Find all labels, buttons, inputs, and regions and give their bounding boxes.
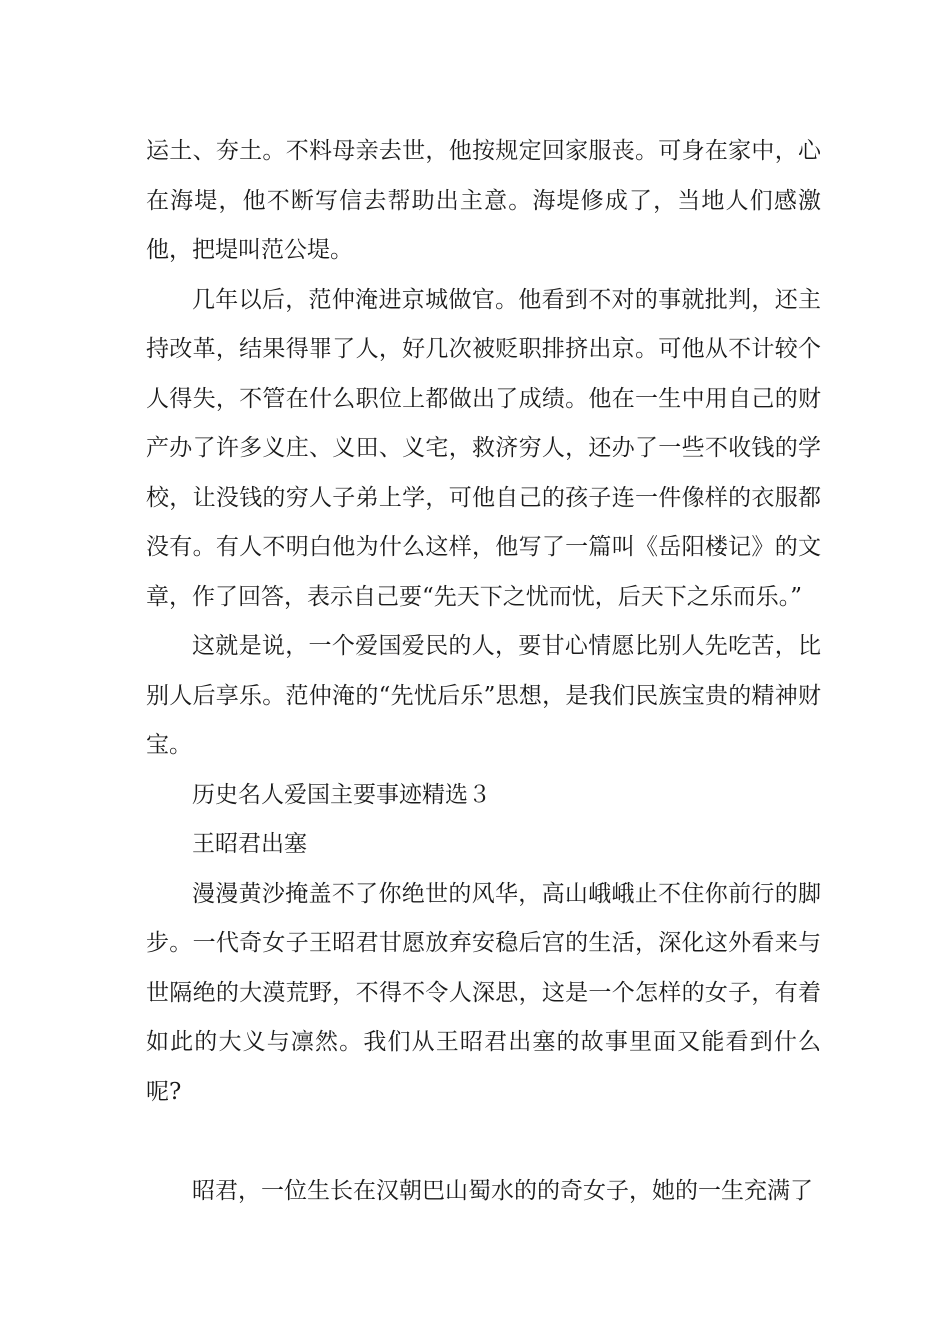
paragraph-fan-gong-dike: 运土、夯土。不料母亲去世，他按规定回家服丧。可身在家中，心在海堤，他不断写信去帮助出主意。海堤修成了，当地人们感激他，把堤叫范公堤。 — [146, 138, 821, 263]
paragraph-zhaojun-life: 昭君，一位生长在汉朝巴山蜀水的的奇女子，她的一生充满了 — [192, 1177, 813, 1204]
paragraph-zhaojun-intro: 漫漫黄沙掩盖不了你绝世的风华，高山峨峨止不住你前行的脚步。一代奇女子王昭君甘愿放弃安稳后宫的生活，深化这外看来与世隔绝的大漠荒野，不得不令人深思，这是一个怎样的女子，有着如此的大义与凛然。我们从王昭君出塞的故事里面又能看到什么呢? — [146, 880, 821, 1105]
paragraph-worry-first-conclusion: 这就是说，一个爱国爱民的人，要甘心情愿比别人先吃苦，比别人后享乐。范仲淹的“先忧后乐”思想，是我们民族宝贵的精神财宝。 — [146, 633, 821, 758]
article-body — [146, 127, 821, 1216]
paragraph-spacer — [146, 1117, 821, 1167]
story-title: 王昭君出塞 — [192, 831, 307, 857]
paragraph-fan-zhongyan-career: 几年以后，范仲淹进京城做官。他看到不对的事就批判，还主持改革，结果得罪了人，好几次被贬职排挤出京。可他从不计较个人得失，不管在什么职位上都做出了成绩。他在一生中用自己的财产办了许多义庄、义田、义宅，救济穷人，还办了一些不收钱的学校，让没钱的穷人子弟上学，可他自己的孩子连一件像样的衣服都没有。有人不明白他为什么这样，他写了一篇叫《岳阳楼记》的文章，作了回答，表示自己要“先天下之忧而忧，后天下之乐而乐。” — [146, 286, 821, 610]
section-heading: 历史名人爱国主要事迹精选３ — [192, 781, 491, 808]
